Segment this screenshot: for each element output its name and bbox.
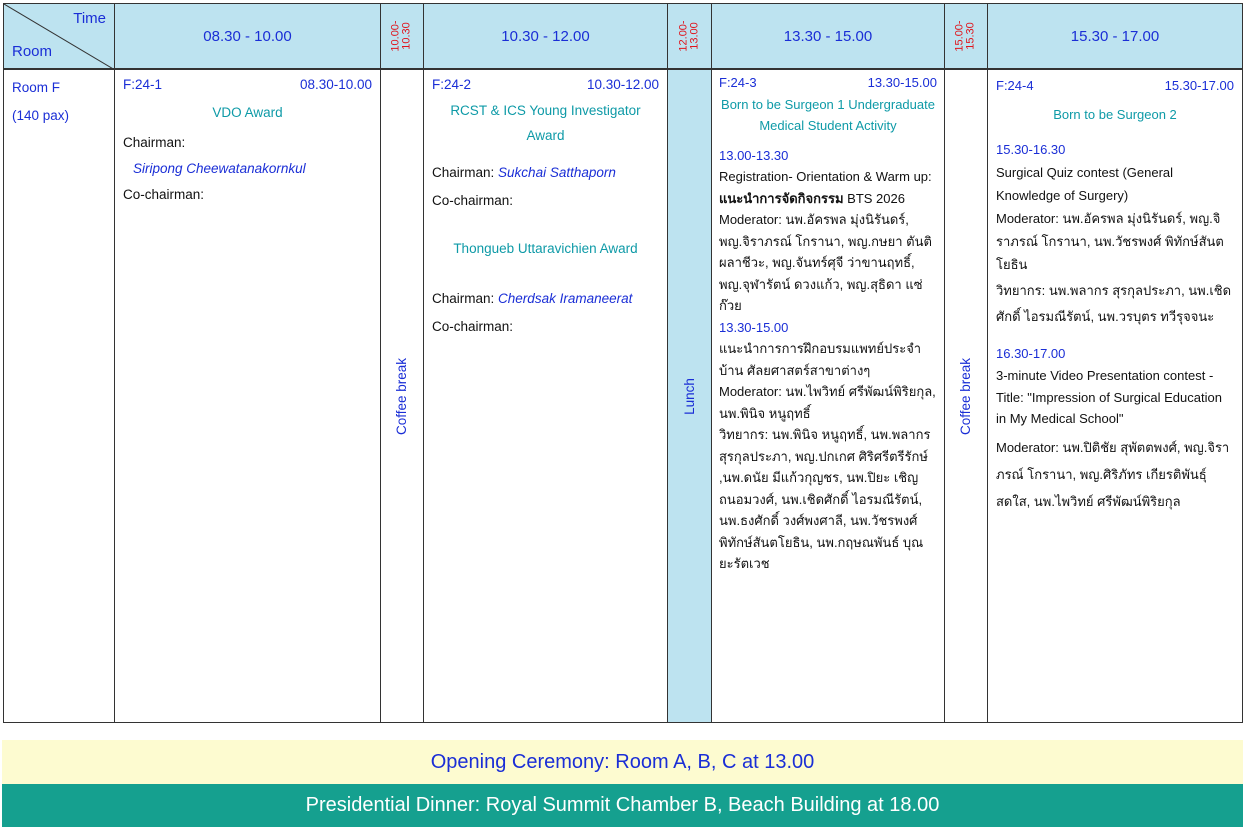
coffee-break-label: Coffee break [958,357,974,435]
session-title: RCST & ICS Young Investigator Award [450,103,641,143]
session-title: VDO Award [212,105,283,120]
break-header-3 [944,3,988,69]
topic-moderator-1b: พญ.จุฬารัตน์ ดวงแก้ว, พญ.สุธิดา แซ่ก๊วย [719,276,923,313]
presidential-dinner-banner: Presidential Dinner: Royal Summit Chamber B, Beach Building at 18.00 [2,784,1243,827]
room-cell [3,69,115,723]
cochairman-label: Co-chairman: [123,187,205,202]
topic-time-2: 13.30-15.00 [719,319,789,335]
topic-title-c: BTS 2026 [843,190,905,206]
topic-speakers-2: วิทยากร: นพ.พินิจ หนูฤทธิ์, นพ.พลากร สุรกุลประภา, พญ.ปกเกศ ศิริศรีตรีรักษ์ ,นพ.ดนัย มีแก้วกุญชร, นพ.ปิยะ เชิญถนอมวงศ์, นพ.เชิดศักดิ์ ไอรมณีรัตน์, นพ.ธงศักดิ์ วงศ์พงศาลี, นพ.วัชรพงศ์ พิทักษ์สันตโยธิน, นพ.กฤษณพันธ์ บุณยะรัตเวช [719,427,931,571]
cochairman-label: Co-chairman: [432,193,514,208]
session-time: 13.30-15.00 [867,75,937,90]
coffee-break-label: Coffee break [394,357,410,435]
time-label: Time [73,10,106,27]
session-code: F:24-3 [719,75,757,90]
session-header [719,72,937,94]
slot-header-2: 10.30 - 12.00 [423,3,668,69]
schedule-table [3,3,1243,723]
topic-time-2: 16.30-17.00 [996,346,1066,361]
session-code: F:24-2 [432,77,472,92]
chairman-name: Sukchai Satthaporn [498,165,616,180]
chairman-name: Siripong Cheewatanakornkul [133,161,306,176]
cochairman-label-2: Co-chairman: [432,319,514,334]
corner-header [3,3,115,69]
topic-title-b: แนะนำการจัดกิจกรรม [719,190,844,206]
lunch-label: Lunch [681,377,697,415]
chairman-name: Cherdsak Iramaneerat [498,291,633,306]
chairman-label: Chairman: [123,135,186,150]
chairman-label: Chairman: [432,165,495,180]
slot-header-1: 08.30 - 10.00 [114,3,381,69]
topic-time-1: 15.30-16.30 [996,142,1066,157]
room-capacity: (140 pax) [12,108,70,123]
topic-moderator-1: Moderator: นพ.อัครพล มุ่งนิรันดร์, พญ.จิราภรณ์ โกรานา, นพ.วัชรพงศ์ พิทักษ์สันตโยธิน [996,211,1224,272]
topic-moderator-1: Moderator: นพ.อัครพล มุ่งนิรันดร์, พญ.จิราภรณ์ โกรานา, พญ.กษยา ตันติผลาชีวะ, พญ.จันทร์ศุจี ว่าขานฤทธิ์, [719,212,932,270]
coffee-break-1 [380,69,424,723]
room-name: Room F [12,80,61,95]
break-time-3: 15.00- 15.30 [953,20,977,52]
session-time: 10.30-12.00 [586,77,659,92]
session-title: Born to be Surgeon 1 Undergraduate Medical Student Activity [721,96,935,133]
session-f24-1 [114,69,381,723]
session-header [432,74,659,96]
topic-speakers-1: วิทยากร: นพ.พลากร สุรกุลประภา, นพ.เชิดศักดิ์ ไอรมณีรัตน์, นพ.วรบุตร ทวีรุจจนะ [996,283,1232,324]
lunch-break [667,69,712,723]
slot-header-4: 15.30 - 17.00 [987,3,1243,69]
chairman-row [432,162,659,184]
break-header-2 [667,3,712,69]
award-title-2: Thongueb Uttaravichien Award [453,241,638,256]
session-code: F:24-1 [123,77,163,92]
break-time-1: 10.00- 10.30 [389,20,413,52]
break-time-2: 12.00- 13.00 [677,20,701,52]
session-f24-2 [423,69,668,723]
session-code: F:24-4 [996,78,1034,93]
opening-ceremony-banner: Opening Ceremony: Room A, B, C at 13.00 [2,740,1243,784]
break-header-1 [380,3,424,69]
session-time: 15.30-17.00 [1164,78,1234,93]
topic-title-1 [719,166,937,209]
session-header [996,72,1234,97]
session-title: Born to be Surgeon 2 [1053,107,1177,122]
session-f24-3 [711,69,945,723]
topic-moderator-2: Moderator: นพ.ไพวิทย์ ศรีพัฒน์พิริยกุล, นพ.พินิจ หนูฤทธิ์ [719,384,936,421]
slot-header-3: 13.30 - 15.00 [711,3,945,69]
room-label: Room [12,43,53,60]
chairman-row-2 [432,288,659,310]
session-header [123,74,372,96]
session-f24-4 [987,69,1243,723]
topic-time-1: 13.00-13.30 [719,147,789,163]
coffee-break-2 [944,69,988,723]
topic-title-2: 3-minute Video Presentation contest -Title: "Impression of Surgical Education in My Medical School" [996,368,1222,426]
session-time: 08.30-10.00 [299,77,372,92]
chairman-label: Chairman: [432,291,495,306]
topic-title-a: Registration- Orientation & Warm up: [719,169,932,184]
topic-title-2: แนะนำการการฝึกอบรมแพทย์ประจำบ้าน ศัลยศาสตร์สาขาต่างๆ [719,341,922,378]
topic-moderator-2: Moderator: นพ.ปิติชัย สุพัตตพงศ์, พญ.จิราภรณ์ โกรานา, พญ.ศิริภัทร เกียรติพันธุ์สดใส, นพ.ไพวิทย์ ศรีพัฒน์พิริยกุล [996,439,1230,509]
topic-title-1: Surgical Quiz contest (General Knowledge of Surgery) [996,165,1174,203]
